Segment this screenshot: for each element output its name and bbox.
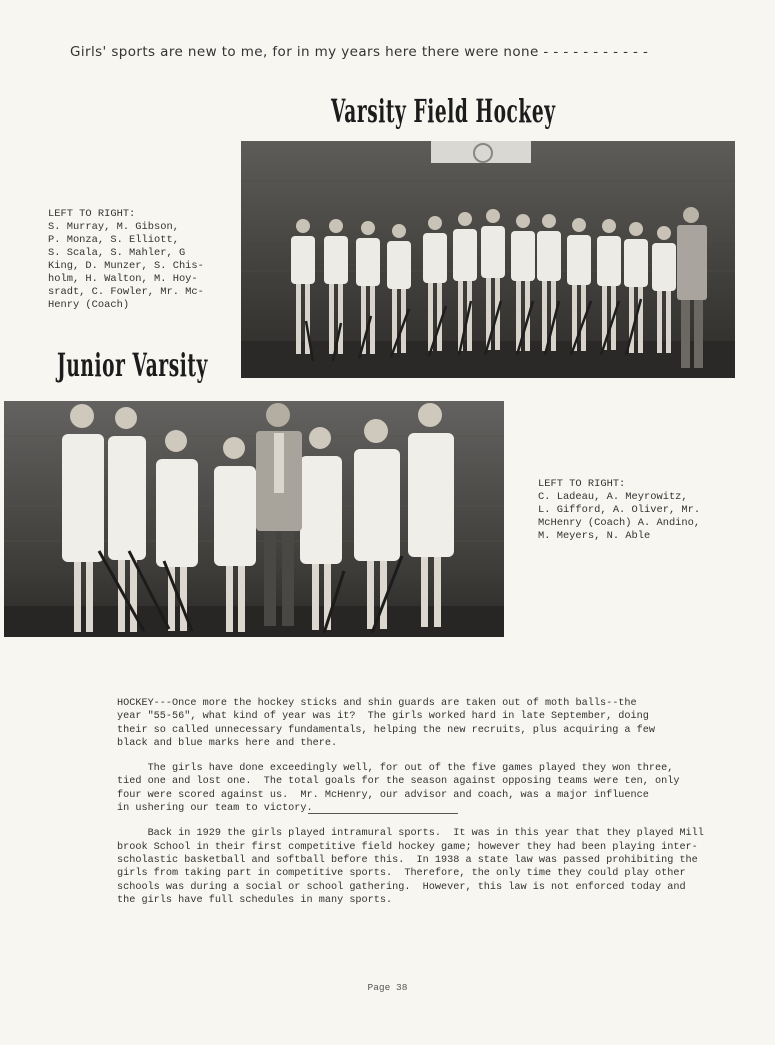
intro-line: Girls' sports are new to me, for in my years here there were none - - - - - - - - - - - — [70, 44, 649, 60]
article-paragraph-1: HOCKEY---Once more the hockey sticks and shin guards are taken out of moth balls--the year "55-56", what kind of year was it? The girls worked hard in late September, doing their so called unnecessary fundamentals, helping the new recruits, plus acquiring a few black and blue marks here and there. — [117, 698, 655, 749]
section-divider — [308, 813, 458, 814]
varsity-photo-drawing — [241, 141, 735, 378]
article-paragraph-3: Back in 1929 the girls played intramural sports. It was in this year that they played Mill brook School in their first competitive field hockey game; however they had been playing inter- scholastic basketball and softball before this. In 1938 a state law was passed prohibiting the girls from taking part in competitive sports. Therefore, the only time they could play other schools was during a social or school gathering. However, this law is not enforced today and the girls have full schedules in many sports. — [117, 828, 704, 906]
junior-varsity-caption: LEFT TO RIGHT: C. Ladeau, A. Meyrowitz, L. Gifford, A. Oliver, Mr. McHenry (Coach) A. Andino, M. Meyers, N. Able — [538, 478, 701, 542]
page-number: Page 38 — [367, 982, 408, 993]
hockey-article — [117, 697, 704, 919]
varsity-title: Varsity Field Hockey — [331, 92, 556, 130]
junior-varsity-photo-drawing — [4, 401, 504, 637]
varsity-caption: LEFT TO RIGHT: S. Murray, M. Gibson, P. Monza, S. Elliott, S. Scala, S. Mahler, G King, D. Munzer, S. Chis- holm, H. Walton, M. Hoy- sradt, C. Fowler, Mr. Mc- Henry (Coach) — [48, 208, 204, 311]
junior-varsity-team-photo — [4, 401, 504, 637]
article-paragraph-2: The girls have done exceedingly well, for out of the five games played they won three, tied one and lost one. The total goals for the season against opposing teams were ten, only four were scored against us. Mr. McHenry, our advisor and coach, was a major influence in ushering our team to victory. — [117, 763, 680, 815]
varsity-team-photo — [241, 141, 735, 378]
junior-varsity-title: Junior Varsity — [57, 346, 208, 384]
